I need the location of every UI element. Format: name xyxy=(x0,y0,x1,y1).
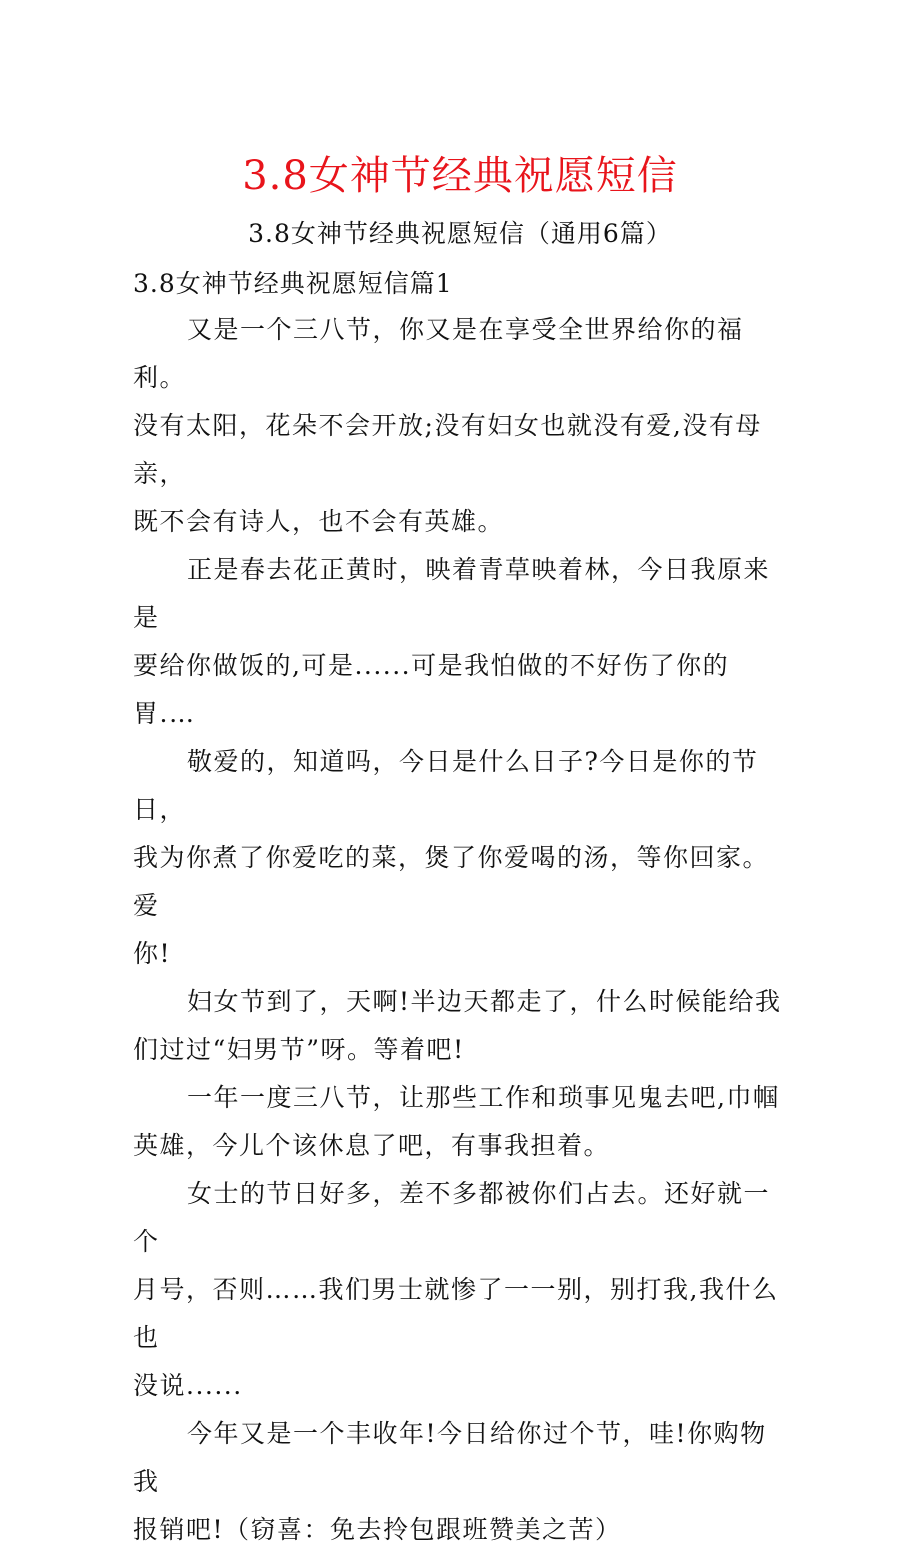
document-title: 3.8女神节经典祝愿短信 xyxy=(242,153,678,199)
paragraph-4: 妇女节到了，天啊!半边天都走了，什么时候能给我 们过过“妇男节”呀。等着吧! xyxy=(133,987,782,1064)
paragraph-3: 敬爱的，知道吗，今日是什么日子?今日是你的节日， 我为你煮了你爱吃的菜，煲了你爱喝的汤，等你回家。爱 你! xyxy=(133,747,770,968)
paragraph-1: 又是一个三八节，你又是在享受全世界给你的福利。 没有太阳，花朵不会开放;没有妇女也就没有爱,没有母亲， 既不会有诗人，也不会有英雄。 xyxy=(133,315,762,536)
paragraph-5: 一年一度三八节，让那些工作和琐事见鬼去吧,巾帼 英雄，今儿个该休息了吧，有事我担着。 xyxy=(133,1083,780,1160)
paragraph-2: 正是春去花正黄时，映着青草映着林，今日我原来是 要给你做饭的,可是......可是我怕做的不好伤了你的 胃.… xyxy=(133,555,771,728)
paragraph-6: 女士的节日好多，差不多都被你们占去。还好就一个 月号，否则……我们男士就惨了一一别，别打我,我什么也 没说...... xyxy=(133,1179,779,1400)
paragraph-7: 今年又是一个丰收年!今日给你过个节，哇!你购物我 报销吧!（窃喜：免去拎包跟班赞美之苦） xyxy=(133,1419,767,1544)
document-body xyxy=(133,306,793,1554)
section-heading: 3.8女神节经典祝愿短信篇1 xyxy=(133,269,453,298)
document-subtitle: 3.8女神节经典祝愿短信（通用6篇） xyxy=(248,219,672,248)
